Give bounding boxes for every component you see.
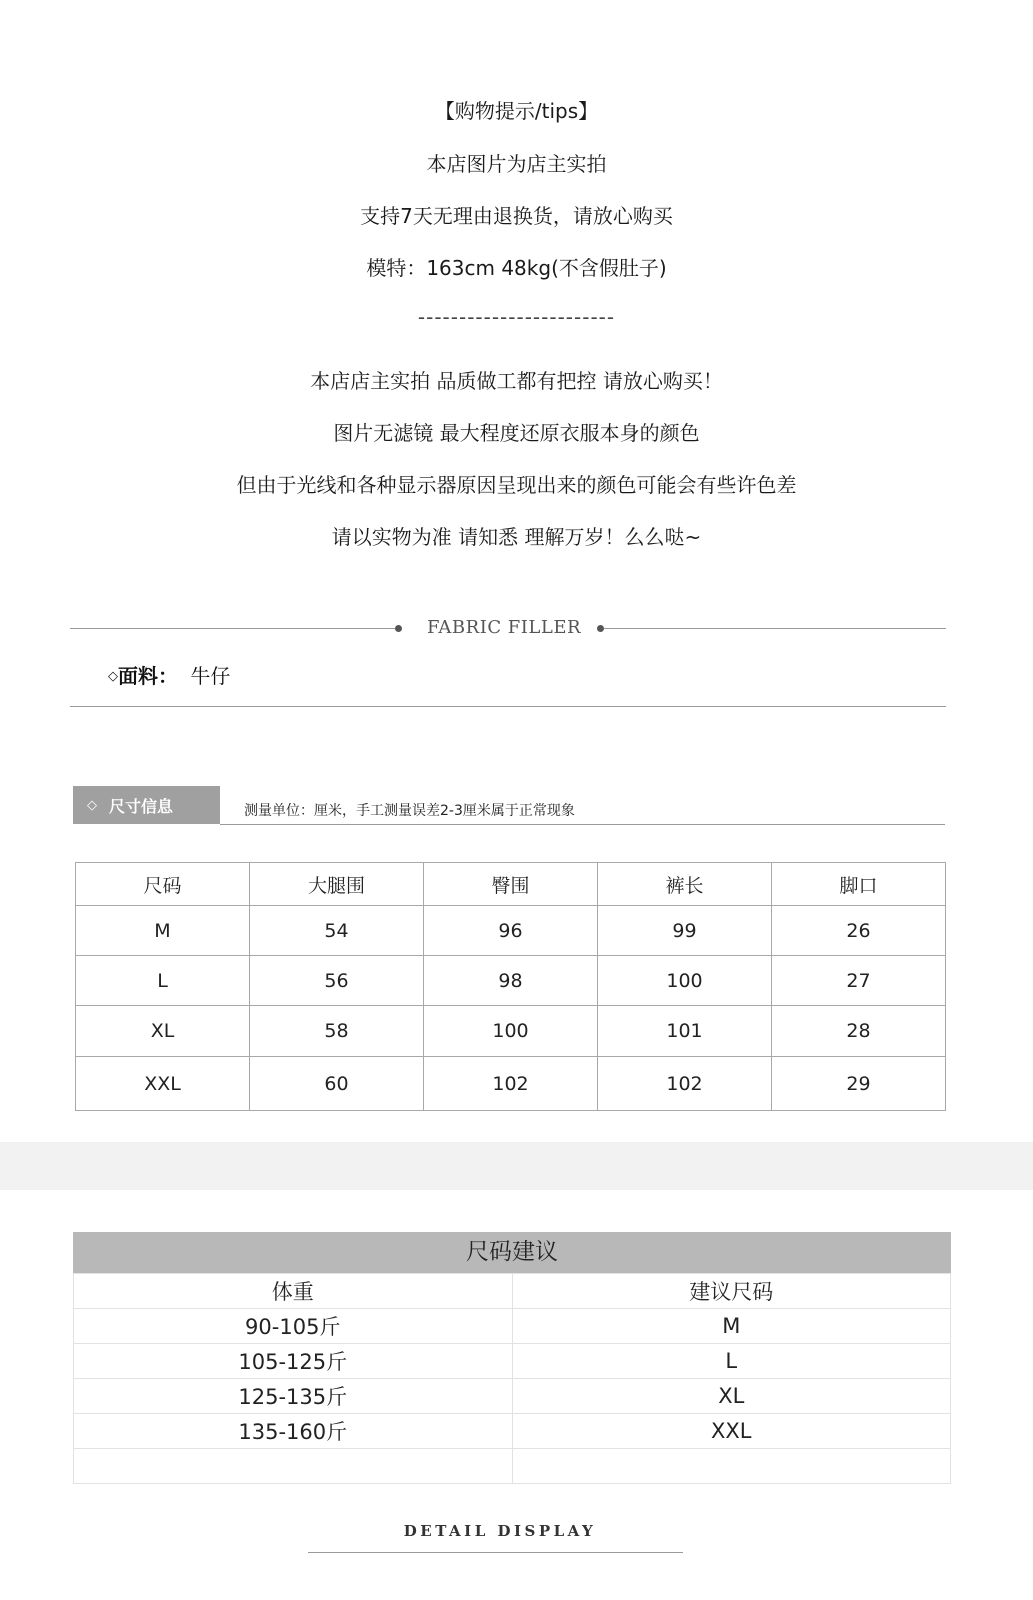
- size-info-rule: [220, 824, 945, 825]
- tips-line: 本店店主实拍 品质做工都有把控 请放心购买！: [310, 369, 723, 393]
- tips-line: 但由于光线和各种显示器原因呈现出来的颜色可能会有些许色差: [236, 473, 797, 497]
- fabric-row: [108, 660, 230, 689]
- tips-line: 本店图片为店主实拍: [426, 152, 607, 176]
- table-cell: 90-105斤: [74, 1309, 513, 1344]
- table-cell: M: [512, 1309, 951, 1344]
- table-cell: [512, 1449, 951, 1484]
- table-cell: 54: [250, 906, 424, 956]
- table-cell: XXL: [512, 1414, 951, 1449]
- detail-display-rule: [308, 1552, 683, 1553]
- tips-title: 【购物提示/tips】: [434, 99, 599, 123]
- header-cell: 尺码: [76, 863, 250, 906]
- tips-divider: ------------------------: [417, 305, 616, 329]
- table-cell: 125-135斤: [74, 1379, 513, 1414]
- table-header-row: [76, 863, 946, 906]
- fabric-bullet-icon: ◇: [108, 669, 118, 684]
- table-cell: 98: [424, 956, 598, 1006]
- table-cell: 28: [772, 1006, 946, 1057]
- table-cell: 105-125斤: [74, 1344, 513, 1379]
- diamond-icon: ◇: [87, 797, 97, 813]
- fabric-rule-right: [604, 628, 946, 629]
- tips-line: 请以实物为准 请知悉 理解万岁！么么哒~: [331, 525, 702, 549]
- tips-line: 支持7天无理由退换货，请放心购买: [360, 204, 673, 228]
- size-info-tag: [73, 786, 220, 824]
- header-cell: 大腿围: [250, 863, 424, 906]
- table-cell: XXL: [76, 1057, 250, 1111]
- header-cell: 建议尺码: [512, 1274, 951, 1309]
- recommendation-table: [73, 1273, 951, 1484]
- table-cell: 26: [772, 906, 946, 956]
- table-cell: 101: [598, 1006, 772, 1057]
- table-cell: M: [76, 906, 250, 956]
- fabric-value: 牛仔: [190, 664, 231, 688]
- table-cell: 27: [772, 956, 946, 1006]
- header-cell: 臀围: [424, 863, 598, 906]
- table-row: [74, 1379, 951, 1414]
- table-cell: XL: [512, 1379, 951, 1414]
- table-row: [74, 1309, 951, 1344]
- table-cell: L: [512, 1344, 951, 1379]
- section-separator: [0, 1142, 1033, 1190]
- size-table: [75, 862, 946, 1111]
- table-row: [76, 1006, 946, 1057]
- table-cell: 29: [772, 1057, 946, 1111]
- table-row: [74, 1344, 951, 1379]
- table-cell: 100: [424, 1006, 598, 1057]
- fabric-dot-right: [597, 625, 604, 632]
- detail-display-title: DETAIL DISPLAY: [403, 1522, 597, 1540]
- table-row: [74, 1414, 951, 1449]
- fabric-title: FABRIC FILLER: [427, 617, 582, 638]
- fabric-dot-left: [395, 625, 402, 632]
- tips-line: 模特：163cm 48kg(不含假肚子): [366, 256, 667, 280]
- table-cell: 99: [598, 906, 772, 956]
- fabric-bottom-rule: [70, 706, 946, 707]
- table-cell: L: [76, 956, 250, 1006]
- table-cell: 100: [598, 956, 772, 1006]
- table-header-row: [74, 1274, 951, 1309]
- recommendation-title: 尺码建议: [73, 1232, 951, 1273]
- table-cell: 96: [424, 906, 598, 956]
- table-cell: 58: [250, 1006, 424, 1057]
- table-cell: 102: [424, 1057, 598, 1111]
- table-cell: 56: [250, 956, 424, 1006]
- table-row: [74, 1449, 951, 1484]
- table-row: [76, 956, 946, 1006]
- fabric-rule-left: [70, 628, 395, 629]
- fabric-label: 面料：: [118, 664, 178, 688]
- table-row: [76, 906, 946, 956]
- header-cell: 裤长: [598, 863, 772, 906]
- table-cell: [74, 1449, 513, 1484]
- table-cell: XL: [76, 1006, 250, 1057]
- header-cell: 脚口: [772, 863, 946, 906]
- size-info-note: 测量单位：厘米，手工测量误差2-3厘米属于正常现象: [244, 803, 575, 819]
- table-cell: 60: [250, 1057, 424, 1111]
- table-cell: 102: [598, 1057, 772, 1111]
- table-cell: 135-160斤: [74, 1414, 513, 1449]
- tips-line: 图片无滤镜 最大程度还原衣服本身的颜色: [333, 421, 700, 445]
- header-cell: 体重: [74, 1274, 513, 1309]
- table-row: [76, 1057, 946, 1111]
- size-info-tag-label: 尺寸信息: [109, 796, 174, 816]
